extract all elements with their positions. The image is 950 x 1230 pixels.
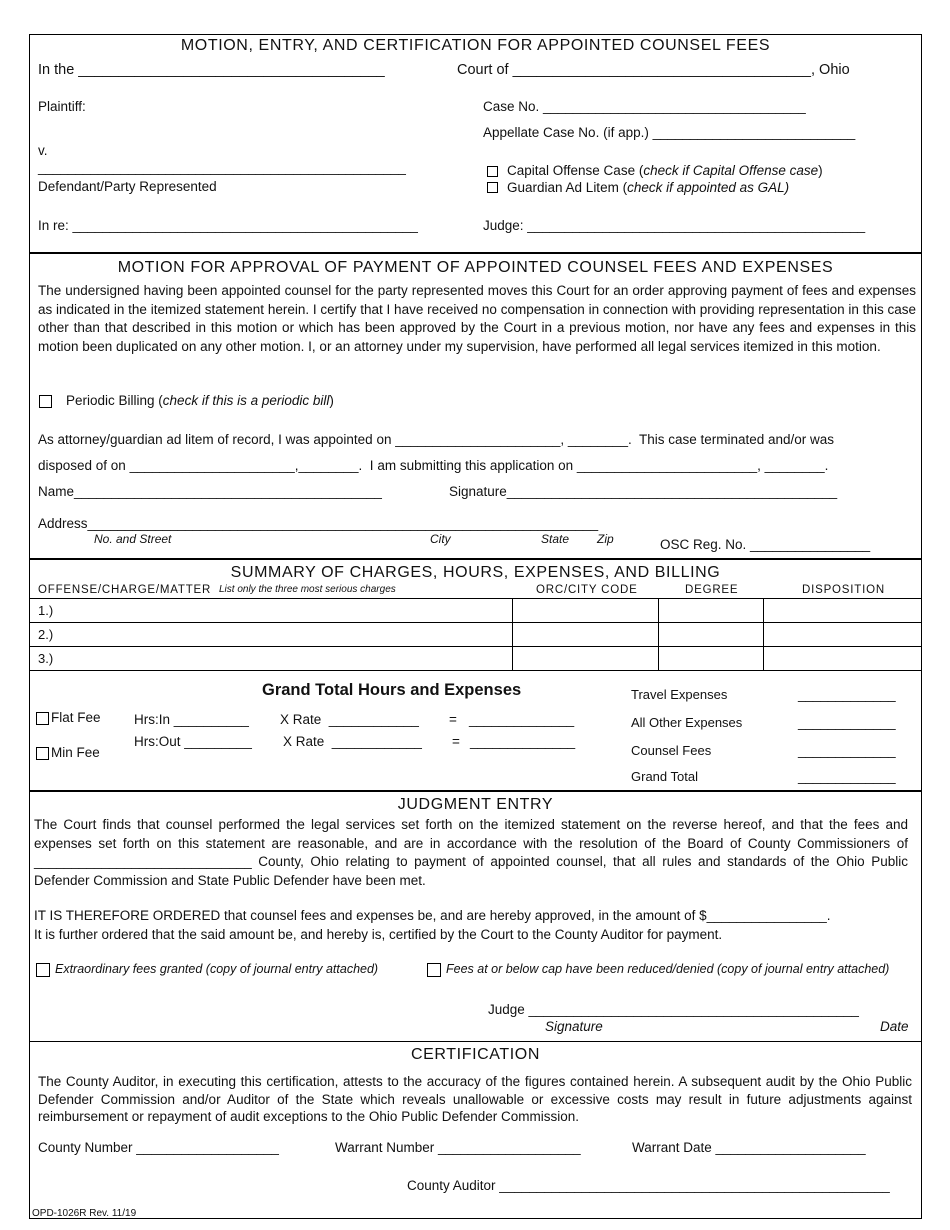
col-degree: DEGREE (685, 584, 739, 596)
motion-body: The undersigned having been appointed counsel for the party represented moves this Court for an order approving payment of fees and expenses as indicated in the itemized statement herein. I certify that I have received no compensation in connection with providing representation in this case other than that described in this motion or which has been approved by the Court in a previous motion, nor have any fees and expenses in this motion been duplicated on any other motion. I, or an attorney under my supervision, have performed all legal services itemized in this motion. (38, 283, 916, 354)
disposed-date-line[interactable]: disposed of on ______________________,________. I am submitting this application on ________________________, ________. (38, 458, 829, 473)
appointed-date-line[interactable]: As attorney/guardian ad litem of record, I was appointed on ______________________, ________. This case terminated and/or was (38, 432, 835, 447)
judge-field[interactable]: Judge: _____________________________________________ (483, 218, 866, 233)
equals-sign: = (452, 734, 460, 749)
warrant-number-field[interactable]: Warrant Number ___________________ (335, 1140, 581, 1155)
fees-reduced-checkbox[interactable] (427, 963, 441, 977)
table-row[interactable]: 3.) (38, 651, 54, 666)
travel-expenses-field[interactable]: _____________ (798, 687, 896, 702)
fees-reduced-label: Fees at or below cap have been reduced/denied (copy of journal entry attached) (446, 962, 890, 976)
section-divider (29, 1041, 922, 1042)
name-field[interactable]: Name_________________________________________ (38, 484, 382, 499)
plaintiff-label: Plaintiff: (38, 99, 86, 114)
in-re-field[interactable]: In re: ______________________________________________ (38, 218, 418, 233)
osc-reg-field[interactable]: OSC Reg. No. ________________ (660, 537, 871, 552)
address-street-caption: No. and Street (94, 532, 172, 546)
total-out-field[interactable]: ______________ (470, 734, 576, 749)
table-rule (29, 598, 922, 599)
signature-field[interactable]: Signature____________________________________________ (449, 484, 838, 499)
table-rule (29, 622, 922, 623)
capital-offense-checkbox[interactable] (487, 166, 498, 177)
guardian-ad-litem-checkbox[interactable] (487, 182, 498, 193)
table-rule (29, 646, 922, 647)
section-divider (29, 670, 922, 671)
guardian-ad-litem-label: Guardian Ad Litem (check if appointed as GAL) (507, 180, 790, 195)
grand-total-label: Grand Total (631, 769, 698, 784)
form-title: MOTION, ENTRY, AND CERTIFICATION FOR APPOINTED COUNSEL FEES (180, 37, 771, 54)
signature-caption: Signature (545, 1019, 603, 1034)
date-caption: Date (880, 1019, 909, 1034)
defendant-field[interactable]: _________________________________________________ (38, 160, 406, 175)
case-no-field[interactable]: Case No. ___________________________________ (483, 99, 806, 114)
other-expenses-field[interactable]: _____________ (798, 715, 896, 730)
table-row[interactable]: 2.) (38, 627, 54, 642)
counsel-fees-field[interactable]: _____________ (798, 743, 896, 758)
min-fee-checkbox[interactable] (36, 747, 49, 760)
warrant-date-field[interactable]: Warrant Date ____________________ (632, 1140, 866, 1155)
flat-fee-checkbox[interactable] (36, 712, 49, 725)
col-offense-note: List only the three most serious charges (219, 584, 396, 595)
table-col-rule (512, 598, 513, 670)
ordered-amount-line[interactable]: IT IS THEREFORE ORDERED that counsel fees and expenses be, and are hereby approved, in the amount of $________________. (34, 908, 831, 923)
col-offense: OFFENSE/CHARGE/MATTER (38, 584, 212, 596)
certification-title: CERTIFICATION (411, 1046, 540, 1063)
total-in-field[interactable]: ______________ (469, 712, 575, 727)
other-expenses-label: All Other Expenses (631, 715, 743, 730)
counsel-fees-label: Counsel Fees (631, 743, 712, 758)
hours-out-field[interactable]: Hrs:Out _________ (134, 734, 252, 749)
totals-title: Grand Total Hours and Expenses (262, 681, 522, 699)
hours-in-field[interactable]: Hrs:In __________ (134, 712, 249, 727)
judge-signature-field[interactable]: Judge ____________________________________________ (488, 1002, 859, 1017)
certification-body: The County Auditor, in executing this certification, attests to the accuracy of the figures contained herein. A subsequent audit by the Ohio Public Defender Commission and/or Auditor of the State which reveals unallowable or excessive costs may result in future adjustments against reimbursement or repayment of audit exceptions to the Ohio Public Defender Commission. (38, 1074, 912, 1124)
section-divider (29, 790, 922, 792)
certified-line: It is further ordered that the said amount be, and hereby is, certified by the Court to the County Auditor for payment. (34, 927, 723, 942)
court-of-field[interactable]: Court of _____________________________________, Ohio (457, 62, 850, 78)
capital-offense-label: Capital Offense Case (check if Capital Offense case) (507, 163, 823, 178)
summary-title: SUMMARY OF CHARGES, HOURS, EXPENSES, AND BILLING (230, 564, 721, 581)
grand-total-field[interactable]: _____________ (798, 769, 896, 784)
address-field[interactable]: Address____________________________________________________________________ (38, 516, 599, 531)
judgment-title: JUDGMENT ENTRY (397, 796, 554, 813)
col-disposition: DISPOSITION (802, 584, 885, 596)
equals-sign: = (449, 712, 457, 727)
county-auditor-field[interactable]: County Auditor ____________________________________________________ (407, 1178, 890, 1193)
form-id: OPD-1026R Rev. 11/19 (32, 1208, 137, 1219)
versus-label: v. (38, 143, 48, 158)
col-orc: ORC/CITY CODE (536, 584, 638, 596)
periodic-billing-checkbox[interactable] (39, 395, 52, 408)
address-zip-caption: Zip (597, 532, 614, 546)
table-row[interactable]: 1.) (38, 603, 54, 618)
periodic-billing-label: Periodic Billing (check if this is a periodic bill) (66, 393, 334, 408)
section-divider (29, 558, 922, 560)
motion-title: MOTION FOR APPROVAL OF PAYMENT OF APPOINTED COUNSEL FEES AND EXPENSES (117, 259, 834, 276)
rate-in-field[interactable]: X Rate ____________ (280, 712, 419, 727)
address-state-caption: State (541, 532, 570, 546)
travel-expenses-label: Travel Expenses (631, 687, 728, 702)
county-number-field[interactable]: County Number ___________________ (38, 1140, 279, 1155)
rate-out-field[interactable]: X Rate ____________ (283, 734, 422, 749)
flat-fee-label: Flat Fee (51, 710, 101, 725)
section-divider (29, 252, 922, 254)
min-fee-label: Min Fee (51, 745, 100, 760)
extraordinary-fees-label: Extraordinary fees granted (copy of journal entry attached) (55, 962, 379, 976)
extraordinary-fees-checkbox[interactable] (36, 963, 50, 977)
table-col-rule (763, 598, 764, 670)
address-city-caption: City (430, 532, 451, 546)
table-col-rule (658, 598, 659, 670)
judgment-body: The Court finds that counsel performed the legal services set forth on the itemized statement on the reverse hereof, and that the fees and expenses set forth on this statement are reasonable, and are in accordance with the resolution of the Board of County Commissioners of _____________________________ County, Ohio relating to payment of appointed counsel, that all rules and standards of the Ohio Public Defender Commission and State Public Defender have been met. (34, 817, 908, 888)
defendant-label: Defendant/Party Represented (38, 179, 217, 194)
in-the-field[interactable]: In the ______________________________________ (38, 62, 385, 78)
appellate-case-no-field[interactable]: Appellate Case No. (if app.) ___________________________ (483, 125, 856, 140)
